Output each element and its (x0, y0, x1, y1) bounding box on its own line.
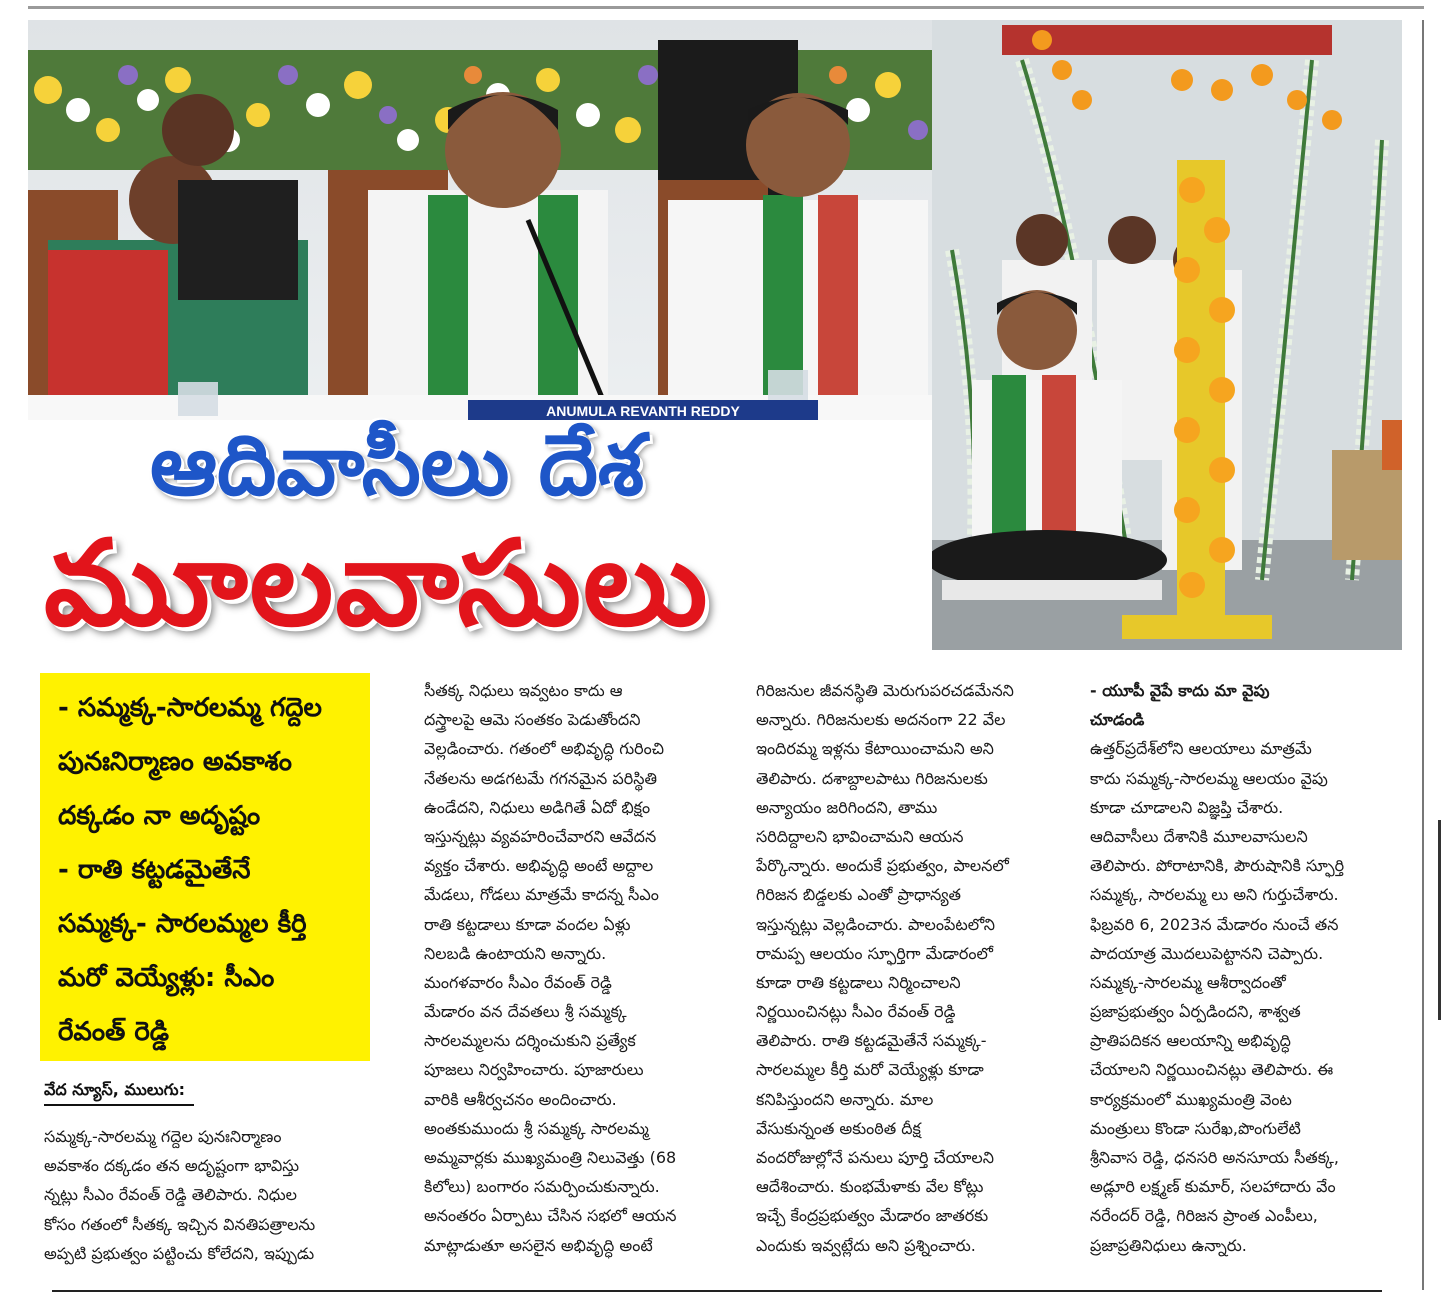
text-line: వేసుకున్నంత అకుంఠిత దీక్ష (756, 1118, 921, 1138)
text-line: న్నట్లు సీఎం రేవంత్ రెడ్డి తెలిపారు. నిధుల (44, 1185, 297, 1205)
highlights-box (40, 673, 370, 1061)
text-line: వారికి ఆశీర్వచనం అందించారు. (424, 1089, 617, 1109)
text-line: మాట్లాడుతూ అసలైన అభివృద్ధి అంటే (424, 1235, 653, 1255)
subheading-line: చూడండి (1090, 710, 1145, 730)
text-line: చేయాలని నిర్ణయించినట్లు తెలిపారు. ఈ (1090, 1060, 1334, 1080)
text-line: తెలిపారు. రాతి కట్టడమైతేనే సమ్మక్క- (756, 1031, 987, 1051)
text-line: సారలమ్మల కీర్తి మరో వెయ్యేళ్లు కూడా (756, 1060, 984, 1080)
text-line: ఉండేదని, నిధులు అడిగితే ఏదో భిక్షం (424, 797, 651, 817)
text-line: నేతలను అడగటమే గగనమైన పరిస్థితి (424, 768, 657, 788)
byline-underline (44, 1104, 194, 1106)
article-column-3 (756, 676, 1066, 1260)
highlight-line: - సమ్మక్క-సారలమ్మ గద్దెల (58, 693, 322, 723)
text-line: అన్నారు. గిరిజనులకు అదనంగా 22 వేల (756, 710, 1006, 730)
byline: వేద న్యూస్, ములుగు: (44, 1080, 185, 1099)
text-line: ఎందుకు ఇవ్వట్లేదు అని ప్రశ్నించారు. (756, 1235, 976, 1255)
highlight-line: రేవంత్ రెడ్డి (58, 1017, 170, 1047)
text-line: నిలబడి ఉంటాయని అన్నారు. (424, 943, 607, 963)
text-line: అంతకుముందు శ్రీ సమ్మక్క సారలమ్మ (424, 1118, 649, 1138)
text-line: కనిపిస్తుందని అన్నారు. మాల (756, 1089, 934, 1109)
text-line: కోసం గతంలో సీతక్క ఇచ్చిన వినతిపత్రాలను (44, 1214, 316, 1234)
text-line: నరేందర్ రెడ్డి, గిరిజన ప్రాంత ఎంపీలు, (1090, 1206, 1318, 1226)
text-line: ఫిబ్రవరి 6, 2023న మేడారం నుంచే తన (1090, 914, 1339, 934)
text-line: గిరిజన బిడ్డలకు ఎంతో ప్రాధాన్యత (756, 885, 961, 905)
text-line: దస్త్రాలపై ఆమె సంతకం పెడుతోందని (424, 710, 641, 730)
text-line: తెలిపారు. పోరాటానికి, పౌరుషానికి స్ఫూర్తి (1090, 856, 1345, 876)
text-line: వెల్లడించారు. గతంలో అభివృద్ధి గురించి (424, 739, 665, 759)
subheading-line: - యూపీ వైపే కాదు మా వైపు (1090, 681, 1270, 700)
text-line: అన్యాయం జరిగిందని, తాము (756, 797, 938, 817)
highlight-line: దక్కడం నా అదృష్టం (58, 801, 261, 831)
text-line: ప్రజాప్రతినిధులు ఉన్నారు. (1090, 1235, 1247, 1255)
text-line: సమ్మక్క-సారలమ్మ గద్దెల పునఃనిర్మాణం (44, 1127, 282, 1146)
text-line: సమ్మక్క, సారలమ్మ లు అని గుర్తుచేశారు. (1090, 885, 1339, 905)
text-line: కూడా రాతి కట్టడాలు నిర్మించాలని (756, 972, 961, 992)
text-line: కిలోలు) బంగారం సమర్పించుకున్నారు. (424, 1177, 660, 1197)
text-line: అనంతరం ఏర్పాటు చేసిన సభలో ఆయన (424, 1206, 677, 1226)
text-line: ప్రజాప్రభుత్వం ఏర్పడిందని, శాశ్వత (1090, 1002, 1301, 1022)
text-line: మంత్రులు కొండా సురేఖ,పొంగులేటి (1090, 1118, 1301, 1138)
highlight-line: మరో వెయ్యేళ్లు: సీఎం (58, 963, 275, 993)
text-line: అమ్మవార్లకు ముఖ్యమంత్రి నిలువెత్తు (68 (424, 1148, 677, 1167)
article-column-2 (424, 676, 734, 1260)
text-line: పేర్కొన్నారు. అందుకే ప్రభుత్వం, పాలనలో (756, 856, 1009, 876)
text-line: ఆదివాసీలు దేశానికి మూలవాసులని (1090, 826, 1308, 846)
text-line: మేడారం వన దేవతలు శ్రీ సమ్మక్క (424, 1002, 627, 1022)
text-line: ఇందిరమ్మ ఇళ్లను కేటాయించామని అని (756, 739, 994, 759)
column-divider (1422, 20, 1424, 1290)
text-line: వందరోజుల్లోనే పనులు పూర్తి చేయాలని (756, 1148, 994, 1167)
meeting-photo (28, 20, 932, 420)
text-line: మంగళవారం సీఎం రేవంత్ రెడ్డి (424, 972, 612, 992)
headline-line-2: మూలవాసులు (44, 514, 710, 652)
text-line: ఉత్తర్‌ప్రదేశ్‌లోని ఆలయాలు మాత్రమే (1090, 739, 1312, 759)
text-line: ఇస్తున్నట్లు వ్యవహరించేవారని ఆవేదన (424, 826, 657, 846)
text-line: నిర్ణయించినట్లు సీఎం రేవంత్ రెడ్డి (756, 1002, 956, 1022)
text-line: శ్రీనివాస రెడ్డి, ధనసరి అనసూయ సీతక్క, (1090, 1148, 1339, 1167)
text-line: సారలమ్మలను దర్శించుకుని ప్రత్యేక (424, 1031, 636, 1051)
text-line: రాతి కట్టడాలు కూడా వందల ఏళ్లు (424, 914, 631, 934)
text-line: ఆదేశించారు. కుంభమేళాకు వేల కోట్లు (756, 1177, 984, 1197)
text-line: వ్యక్తం చేశారు. అభివృద్ధి అంటే అద్దాల (424, 856, 654, 876)
text-line: రామప్ప ఆలయం స్ఫూర్తిగా మేడారంలో (756, 943, 993, 963)
article-column-4 (1090, 676, 1400, 1260)
text-line: కాదు సమ్మక్క-సారలమ్మ ఆలయం వైపు (1090, 768, 1328, 788)
text-line: ఇచ్చే కేంద్రప్రభుత్వం మేడారం జాతరకు (756, 1206, 989, 1226)
edge-mark (1438, 820, 1441, 1020)
text-line: అడ్లూరి లక్ష్మణ్ కుమార్, సలహాదారు వేం (1090, 1177, 1336, 1197)
text-line: అవకాశం దక్కడం తన అదృష్టంగా భావిస్తు (44, 1156, 300, 1176)
text-line: సమ్మక్క-సారలమ్మ ఆశీర్వాదంతో (1090, 972, 1286, 992)
top-rule (28, 6, 1424, 9)
nameplate-text: ANUMULA REVANTH REDDY (546, 403, 740, 419)
text-line: గిరిజనుల జీవనస్థితి మెరుగుపరచడమేనని (756, 681, 1014, 700)
text-line: మేడలు, గోడలు మాత్రమే కాదన్న సీఎం (424, 885, 659, 905)
text-line: పాదయాత్ర మొదలుపెట్టానని చెప్పారు. (1090, 943, 1324, 963)
text-line: తెలిపారు. దశాబ్దాలపాటు గిరిజనులకు (756, 768, 988, 788)
text-line: ఇస్తున్నట్లు వెల్లడించారు. పాలంపేటలోని (756, 914, 996, 934)
article-column-1 (44, 1122, 372, 1268)
text-line: సరిదిద్దాలని భావించామని ఆయన (756, 826, 964, 846)
text-line: ప్రాతిపదికన ఆలయాన్ని అభివృద్ధి (1090, 1031, 1291, 1051)
ritual-photo (932, 20, 1402, 650)
bottom-rule (52, 1290, 1382, 1292)
text-line: కార్యక్రమంలో ముఖ్యమంత్రి వెంట (1090, 1089, 1292, 1109)
text-line: సీతక్క నిధులు ఇవ్వటం కాదు ఆ (424, 681, 623, 700)
highlight-line: - రాతి కట్టడమైతేనే (58, 855, 251, 885)
highlight-line: సమ్మక్క- సారలమ్మల కీర్తి (58, 909, 307, 939)
headline-line-1: ఆదివాసీలు దేశ (150, 416, 645, 514)
text-line: అప్పటి ప్రభుత్వం పట్టించు కోలేదని, ఇప్పుడు (44, 1243, 315, 1263)
highlight-line: పునఃనిర్మాణం అవకాశం (58, 747, 292, 777)
text-line: కూడా చూడాలని విజ్ఞప్తి చేశారు. (1090, 797, 1284, 817)
text-line: పూజలు నిర్వహించారు. పూజారులు (424, 1060, 644, 1080)
